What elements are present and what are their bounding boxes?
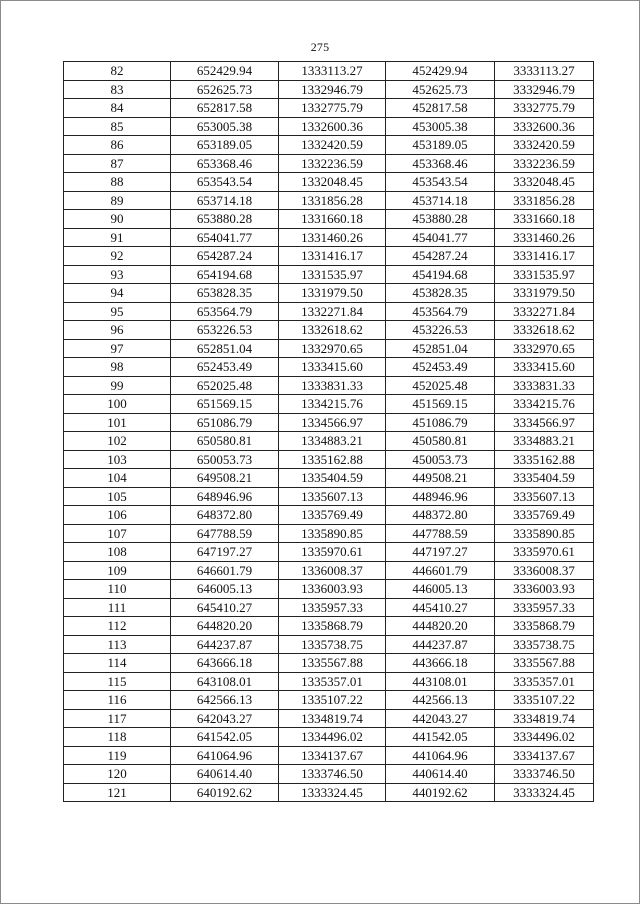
y2-coordinate-cell: 3331856.28 xyxy=(495,191,594,210)
table-row xyxy=(64,376,594,395)
table-row xyxy=(64,580,594,599)
x2-coordinate-cell: 450580.81 xyxy=(386,432,495,451)
y2-coordinate-cell: 3332271.84 xyxy=(495,302,594,321)
y-coordinate-cell: 1333831.33 xyxy=(279,376,386,395)
x-coordinate-cell: 651569.15 xyxy=(171,395,279,414)
y-coordinate-cell: 1335567.88 xyxy=(279,654,386,673)
y2-coordinate-cell: 3334215.76 xyxy=(495,395,594,414)
y2-coordinate-cell: 3332048.45 xyxy=(495,173,594,192)
x2-coordinate-cell: 454194.68 xyxy=(386,265,495,284)
table-row xyxy=(64,395,594,414)
x-coordinate-cell: 653564.79 xyxy=(171,302,279,321)
x2-coordinate-cell: 454287.24 xyxy=(386,247,495,266)
point-number-cell: 87 xyxy=(64,154,171,173)
y-coordinate-cell: 1335970.61 xyxy=(279,543,386,562)
x2-coordinate-cell: 445410.27 xyxy=(386,598,495,617)
y2-coordinate-cell: 3332618.62 xyxy=(495,321,594,340)
x2-coordinate-cell: 443108.01 xyxy=(386,672,495,691)
x2-coordinate-cell: 451569.15 xyxy=(386,395,495,414)
y-coordinate-cell: 1336003.93 xyxy=(279,580,386,599)
x2-coordinate-cell: 452625.73 xyxy=(386,80,495,99)
x-coordinate-cell: 652025.48 xyxy=(171,376,279,395)
x-coordinate-cell: 650053.73 xyxy=(171,450,279,469)
x2-coordinate-cell: 454041.77 xyxy=(386,228,495,247)
x-coordinate-cell: 642043.27 xyxy=(171,709,279,728)
x2-coordinate-cell: 442043.27 xyxy=(386,709,495,728)
x-coordinate-cell: 653714.18 xyxy=(171,191,279,210)
point-number-cell: 85 xyxy=(64,117,171,136)
x-coordinate-cell: 652817.58 xyxy=(171,99,279,118)
point-number-cell: 101 xyxy=(64,413,171,432)
y2-coordinate-cell: 3335357.01 xyxy=(495,672,594,691)
x-coordinate-cell: 644237.87 xyxy=(171,635,279,654)
table-row xyxy=(64,154,594,173)
y2-coordinate-cell: 3332236.59 xyxy=(495,154,594,173)
x2-coordinate-cell: 453543.54 xyxy=(386,173,495,192)
x2-coordinate-cell: 446005.13 xyxy=(386,580,495,599)
point-number-cell: 84 xyxy=(64,99,171,118)
point-number-cell: 113 xyxy=(64,635,171,654)
y2-coordinate-cell: 3335107.22 xyxy=(495,691,594,710)
x-coordinate-cell: 641542.05 xyxy=(171,728,279,747)
x-coordinate-cell: 653880.28 xyxy=(171,210,279,229)
y-coordinate-cell: 1331979.50 xyxy=(279,284,386,303)
y2-coordinate-cell: 3331460.26 xyxy=(495,228,594,247)
y-coordinate-cell: 1333746.50 xyxy=(279,765,386,784)
y2-coordinate-cell: 3335970.61 xyxy=(495,543,594,562)
point-number-cell: 121 xyxy=(64,783,171,802)
y-coordinate-cell: 1335957.33 xyxy=(279,598,386,617)
y2-coordinate-cell: 3334566.97 xyxy=(495,413,594,432)
x2-coordinate-cell: 453714.18 xyxy=(386,191,495,210)
y2-coordinate-cell: 3331660.18 xyxy=(495,210,594,229)
x2-coordinate-cell: 452453.49 xyxy=(386,358,495,377)
y-coordinate-cell: 1332946.79 xyxy=(279,80,386,99)
x-coordinate-cell: 644820.20 xyxy=(171,617,279,636)
y-coordinate-cell: 1332618.62 xyxy=(279,321,386,340)
x-coordinate-cell: 647197.27 xyxy=(171,543,279,562)
y-coordinate-cell: 1335162.88 xyxy=(279,450,386,469)
point-number-cell: 119 xyxy=(64,746,171,765)
table-row xyxy=(64,672,594,691)
x2-coordinate-cell: 442566.13 xyxy=(386,691,495,710)
y-coordinate-cell: 1331416.17 xyxy=(279,247,386,266)
x2-coordinate-cell: 447788.59 xyxy=(386,524,495,543)
point-number-cell: 86 xyxy=(64,136,171,155)
y-coordinate-cell: 1334566.97 xyxy=(279,413,386,432)
y2-coordinate-cell: 3332775.79 xyxy=(495,99,594,118)
point-number-cell: 88 xyxy=(64,173,171,192)
point-number-cell: 106 xyxy=(64,506,171,525)
x-coordinate-cell: 653543.54 xyxy=(171,173,279,192)
point-number-cell: 112 xyxy=(64,617,171,636)
x2-coordinate-cell: 452851.04 xyxy=(386,339,495,358)
table-row xyxy=(64,524,594,543)
y2-coordinate-cell: 3335162.88 xyxy=(495,450,594,469)
y-coordinate-cell: 1334137.67 xyxy=(279,746,386,765)
y-coordinate-cell: 1332048.45 xyxy=(279,173,386,192)
point-number-cell: 114 xyxy=(64,654,171,673)
y2-coordinate-cell: 3333831.33 xyxy=(495,376,594,395)
x-coordinate-cell: 652453.49 xyxy=(171,358,279,377)
y-coordinate-cell: 1333113.27 xyxy=(279,62,386,81)
table-row xyxy=(64,487,594,506)
table-row xyxy=(64,506,594,525)
point-number-cell: 109 xyxy=(64,561,171,580)
y2-coordinate-cell: 3334496.02 xyxy=(495,728,594,747)
x2-coordinate-cell: 453005.38 xyxy=(386,117,495,136)
table-row xyxy=(64,117,594,136)
y-coordinate-cell: 1335107.22 xyxy=(279,691,386,710)
x-coordinate-cell: 652625.73 xyxy=(171,80,279,99)
y2-coordinate-cell: 3333746.50 xyxy=(495,765,594,784)
table-row xyxy=(64,413,594,432)
point-number-cell: 111 xyxy=(64,598,171,617)
table-row xyxy=(64,617,594,636)
x2-coordinate-cell: 453368.46 xyxy=(386,154,495,173)
coordinates-table xyxy=(63,61,594,802)
y2-coordinate-cell: 3335404.59 xyxy=(495,469,594,488)
x-coordinate-cell: 652851.04 xyxy=(171,339,279,358)
x-coordinate-cell: 641064.96 xyxy=(171,746,279,765)
table-row xyxy=(64,765,594,784)
x-coordinate-cell: 653368.46 xyxy=(171,154,279,173)
y2-coordinate-cell: 3335607.13 xyxy=(495,487,594,506)
x-coordinate-cell: 651086.79 xyxy=(171,413,279,432)
x2-coordinate-cell: 446601.79 xyxy=(386,561,495,580)
point-number-cell: 96 xyxy=(64,321,171,340)
table-row xyxy=(64,654,594,673)
y2-coordinate-cell: 3331535.97 xyxy=(495,265,594,284)
y-coordinate-cell: 1333415.60 xyxy=(279,358,386,377)
y2-coordinate-cell: 3333324.45 xyxy=(495,783,594,802)
x2-coordinate-cell: 440192.62 xyxy=(386,783,495,802)
y-coordinate-cell: 1334496.02 xyxy=(279,728,386,747)
point-number-cell: 108 xyxy=(64,543,171,562)
y-coordinate-cell: 1336008.37 xyxy=(279,561,386,580)
page-number: 275 xyxy=(310,40,330,54)
x-coordinate-cell: 646005.13 xyxy=(171,580,279,599)
y-coordinate-cell: 1335357.01 xyxy=(279,672,386,691)
x-coordinate-cell: 650580.81 xyxy=(171,432,279,451)
x2-coordinate-cell: 452429.94 xyxy=(386,62,495,81)
y-coordinate-cell: 1331460.26 xyxy=(279,228,386,247)
y2-coordinate-cell: 3335769.49 xyxy=(495,506,594,525)
point-number-cell: 93 xyxy=(64,265,171,284)
y2-coordinate-cell: 3335567.88 xyxy=(495,654,594,673)
y-coordinate-cell: 1335607.13 xyxy=(279,487,386,506)
point-number-cell: 92 xyxy=(64,247,171,266)
x2-coordinate-cell: 452025.48 xyxy=(386,376,495,395)
x2-coordinate-cell: 448372.80 xyxy=(386,506,495,525)
point-number-cell: 89 xyxy=(64,191,171,210)
table-row xyxy=(64,265,594,284)
y2-coordinate-cell: 3334819.74 xyxy=(495,709,594,728)
point-number-cell: 82 xyxy=(64,62,171,81)
y-coordinate-cell: 1332600.36 xyxy=(279,117,386,136)
x-coordinate-cell: 646601.79 xyxy=(171,561,279,580)
point-number-cell: 100 xyxy=(64,395,171,414)
table-row xyxy=(64,302,594,321)
x2-coordinate-cell: 443666.18 xyxy=(386,654,495,673)
x-coordinate-cell: 653005.38 xyxy=(171,117,279,136)
table-row xyxy=(64,450,594,469)
x-coordinate-cell: 642566.13 xyxy=(171,691,279,710)
y2-coordinate-cell: 3336003.93 xyxy=(495,580,594,599)
table-row xyxy=(64,99,594,118)
point-number-cell: 90 xyxy=(64,210,171,229)
x2-coordinate-cell: 449508.21 xyxy=(386,469,495,488)
x2-coordinate-cell: 450053.73 xyxy=(386,450,495,469)
table-row xyxy=(64,321,594,340)
point-number-cell: 94 xyxy=(64,284,171,303)
x-coordinate-cell: 654041.77 xyxy=(171,228,279,247)
table-row xyxy=(64,598,594,617)
y-coordinate-cell: 1331535.97 xyxy=(279,265,386,284)
table-row xyxy=(64,709,594,728)
x2-coordinate-cell: 453880.28 xyxy=(386,210,495,229)
x2-coordinate-cell: 453226.53 xyxy=(386,321,495,340)
x-coordinate-cell: 648372.80 xyxy=(171,506,279,525)
x-coordinate-cell: 647788.59 xyxy=(171,524,279,543)
y2-coordinate-cell: 3335738.75 xyxy=(495,635,594,654)
y2-coordinate-cell: 3335957.33 xyxy=(495,598,594,617)
x-coordinate-cell: 649508.21 xyxy=(171,469,279,488)
x-coordinate-cell: 653226.53 xyxy=(171,321,279,340)
y2-coordinate-cell: 3336008.37 xyxy=(495,561,594,580)
x-coordinate-cell: 653828.35 xyxy=(171,284,279,303)
y-coordinate-cell: 1331856.28 xyxy=(279,191,386,210)
point-number-cell: 120 xyxy=(64,765,171,784)
x2-coordinate-cell: 453564.79 xyxy=(386,302,495,321)
y-coordinate-cell: 1335769.49 xyxy=(279,506,386,525)
y-coordinate-cell: 1335404.59 xyxy=(279,469,386,488)
x-coordinate-cell: 648946.96 xyxy=(171,487,279,506)
x-coordinate-cell: 640614.40 xyxy=(171,765,279,784)
x2-coordinate-cell: 441064.96 xyxy=(386,746,495,765)
point-number-cell: 98 xyxy=(64,358,171,377)
coordinates-table-body xyxy=(64,62,594,802)
y2-coordinate-cell: 3332946.79 xyxy=(495,80,594,99)
x2-coordinate-cell: 453189.05 xyxy=(386,136,495,155)
x-coordinate-cell: 645410.27 xyxy=(171,598,279,617)
point-number-cell: 118 xyxy=(64,728,171,747)
x-coordinate-cell: 643666.18 xyxy=(171,654,279,673)
x2-coordinate-cell: 441542.05 xyxy=(386,728,495,747)
x2-coordinate-cell: 444820.20 xyxy=(386,617,495,636)
table-row xyxy=(64,746,594,765)
table-row xyxy=(64,543,594,562)
y2-coordinate-cell: 3334137.67 xyxy=(495,746,594,765)
y2-coordinate-cell: 3332970.65 xyxy=(495,339,594,358)
point-number-cell: 83 xyxy=(64,80,171,99)
point-number-cell: 107 xyxy=(64,524,171,543)
table-row xyxy=(64,62,594,81)
table-row xyxy=(64,561,594,580)
y-coordinate-cell: 1334215.76 xyxy=(279,395,386,414)
x2-coordinate-cell: 453828.35 xyxy=(386,284,495,303)
point-number-cell: 102 xyxy=(64,432,171,451)
x2-coordinate-cell: 444237.87 xyxy=(386,635,495,654)
table-row xyxy=(64,247,594,266)
y2-coordinate-cell: 3331416.17 xyxy=(495,247,594,266)
table-row xyxy=(64,691,594,710)
y-coordinate-cell: 1332775.79 xyxy=(279,99,386,118)
y2-coordinate-cell: 3335890.85 xyxy=(495,524,594,543)
point-number-cell: 105 xyxy=(64,487,171,506)
point-number-cell: 91 xyxy=(64,228,171,247)
x-coordinate-cell: 654194.68 xyxy=(171,265,279,284)
point-number-cell: 95 xyxy=(64,302,171,321)
y-coordinate-cell: 1332420.59 xyxy=(279,136,386,155)
y2-coordinate-cell: 3332420.59 xyxy=(495,136,594,155)
x-coordinate-cell: 652429.94 xyxy=(171,62,279,81)
x2-coordinate-cell: 447197.27 xyxy=(386,543,495,562)
table-row xyxy=(64,432,594,451)
table-row xyxy=(64,728,594,747)
table-row xyxy=(64,635,594,654)
table-row xyxy=(64,469,594,488)
y-coordinate-cell: 1331660.18 xyxy=(279,210,386,229)
table-row xyxy=(64,191,594,210)
point-number-cell: 104 xyxy=(64,469,171,488)
x2-coordinate-cell: 452817.58 xyxy=(386,99,495,118)
x2-coordinate-cell: 451086.79 xyxy=(386,413,495,432)
y2-coordinate-cell: 3333113.27 xyxy=(495,62,594,81)
point-number-cell: 110 xyxy=(64,580,171,599)
y2-coordinate-cell: 3334883.21 xyxy=(495,432,594,451)
point-number-cell: 117 xyxy=(64,709,171,728)
x2-coordinate-cell: 448946.96 xyxy=(386,487,495,506)
table-row xyxy=(64,339,594,358)
point-number-cell: 116 xyxy=(64,691,171,710)
y-coordinate-cell: 1332236.59 xyxy=(279,154,386,173)
table-row xyxy=(64,358,594,377)
table-row xyxy=(64,783,594,802)
y2-coordinate-cell: 3331979.50 xyxy=(495,284,594,303)
table-row xyxy=(64,80,594,99)
table-row xyxy=(64,284,594,303)
table-row xyxy=(64,136,594,155)
table-row xyxy=(64,173,594,192)
x2-coordinate-cell: 440614.40 xyxy=(386,765,495,784)
x-coordinate-cell: 640192.62 xyxy=(171,783,279,802)
y2-coordinate-cell: 3333415.60 xyxy=(495,358,594,377)
point-number-cell: 103 xyxy=(64,450,171,469)
x-coordinate-cell: 643108.01 xyxy=(171,672,279,691)
x-coordinate-cell: 653189.05 xyxy=(171,136,279,155)
point-number-cell: 97 xyxy=(64,339,171,358)
y-coordinate-cell: 1332970.65 xyxy=(279,339,386,358)
x-coordinate-cell: 654287.24 xyxy=(171,247,279,266)
y-coordinate-cell: 1335890.85 xyxy=(279,524,386,543)
table-row xyxy=(64,210,594,229)
y-coordinate-cell: 1334883.21 xyxy=(279,432,386,451)
point-number-cell: 99 xyxy=(64,376,171,395)
y-coordinate-cell: 1335868.79 xyxy=(279,617,386,636)
table-row xyxy=(64,228,594,247)
y-coordinate-cell: 1335738.75 xyxy=(279,635,386,654)
point-number-cell: 115 xyxy=(64,672,171,691)
y-coordinate-cell: 1334819.74 xyxy=(279,709,386,728)
y-coordinate-cell: 1333324.45 xyxy=(279,783,386,802)
y2-coordinate-cell: 3335868.79 xyxy=(495,617,594,636)
y-coordinate-cell: 1332271.84 xyxy=(279,302,386,321)
y2-coordinate-cell: 3332600.36 xyxy=(495,117,594,136)
